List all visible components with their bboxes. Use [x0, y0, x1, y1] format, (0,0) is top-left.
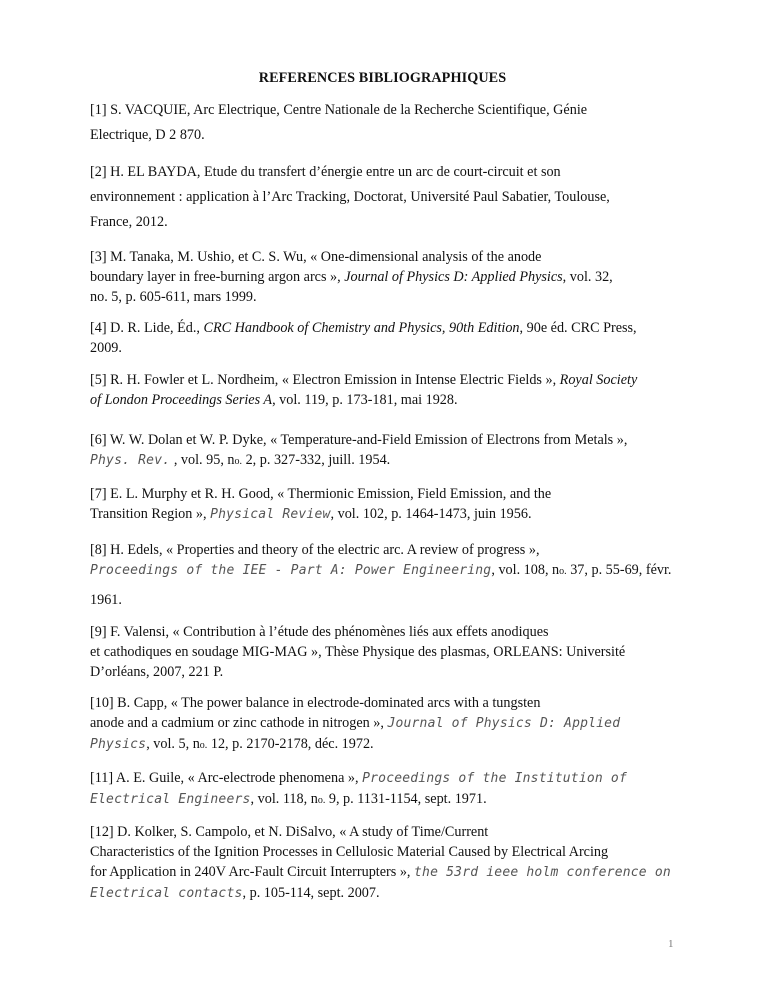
reference-2-line-1: [2] H. EL BAYDA, Etude du transfert d’énergie entre un arc de court-circuit et son [90, 164, 561, 180]
reference-12-details: , p. 105-114, sept. 2007. [242, 885, 380, 901]
reference-10-line-3 [90, 734, 690, 756]
reference-3-line-1: [3] M. Tanaka, M. Ushio, et C. S. Wu, « One-dimensional analysis of the anode [90, 249, 542, 265]
reference-8-journal: Proceedings of the IEE - Part A: Power Engineering [90, 563, 492, 578]
reference-7-line-1: [7] E. L. Murphy et R. H. Good, « Thermionic Emission, Field Emission, and the [90, 486, 552, 502]
reference-10-details-a: , vol. 5, n [146, 736, 200, 752]
reference-9-line-1: [9] F. Valensi, « Contribution à l’étude des phénomènes liés aux effets anodiques [90, 624, 549, 640]
reference-12-line-1: [12] D. Kolker, S. Campolo, et N. DiSalvo, « A study of Time/Current [90, 824, 489, 840]
reference-8-line-2 [90, 560, 690, 582]
reference-12-text: for Application in 240V Arc-Fault Circuit Interrupters », [90, 864, 415, 880]
reference-5-details: , vol. 119, p. 173-181, mai 1928. [272, 392, 458, 408]
reference-12 [90, 822, 690, 904]
reference-10-line-1: [10] B. Capp, « The power balance in electrode-dominated arcs with a tungsten [90, 695, 541, 711]
reference-11-details-a: , vol. 118, n [250, 791, 318, 807]
reference-4-details: , 90e éd. CRC Press, [519, 320, 637, 336]
reference-10-number-abbr: o. [199, 740, 208, 751]
reference-12-line-4 [90, 883, 690, 904]
reference-8-line-1: [8] H. Edels, « Properties and theory of the electric arc. A review of progress », [90, 542, 540, 558]
reference-5-line-1 [90, 370, 690, 390]
reference-11-number-abbr: o. [317, 795, 326, 806]
reference-4-text: [4] D. R. Lide, Éd., [90, 320, 204, 336]
reference-5-journal-part-1: Royal Society [559, 372, 638, 388]
reference-8-details-b: 37, p. 55-69, févr. [566, 562, 672, 578]
reference-10-journal-part-1: Journal of Physics D: Applied [387, 716, 621, 731]
page-title: REFERENCES BIBLIOGRAPHIQUES [258, 70, 507, 86]
reference-3 [90, 247, 690, 307]
reference-8 [90, 540, 690, 610]
reference-1 [90, 98, 690, 148]
reference-3-details: , vol. 32, [562, 269, 613, 285]
reference-10-text: anode and a cadmium or zinc cathode in nitrogen », [90, 715, 388, 731]
reference-3-text: boundary layer in free-burning argon arcs », [90, 269, 345, 285]
reference-11-line-1 [90, 768, 690, 789]
reference-9 [90, 622, 690, 682]
reference-5-text: [5] R. H. Fowler et L. Nordheim, « Electron Emission in Intense Electric Fields », [90, 372, 560, 388]
page-number: 1 [668, 938, 674, 950]
reference-3-journal: Journal of Physics D: Applied Physics [344, 269, 563, 285]
reference-8-number-abbr: o. [559, 566, 567, 577]
reference-4-line-1 [90, 318, 690, 338]
reference-12-conference-part-1: the 53rd ieee holm conference on [414, 865, 671, 880]
reference-2-line-2: environnement : application à l’Arc Tracking, Doctorat, Université Paul Sabatier, Toulouse, [90, 189, 610, 205]
reference-11-text: [11] A. E. Guile, « Arc-electrode phenomena », [90, 770, 363, 786]
reference-12-line-2: Characteristics of the Ignition Processes in Cellulosic Material Caused by Electrical Arcing [90, 844, 609, 860]
reference-11-journal-part-1: Proceedings of the Institution of [362, 771, 627, 786]
reference-11-line-2 [90, 789, 690, 811]
reference-7-line-2 [90, 504, 690, 525]
reference-7-details: , vol. 102, p. 1464-1473, juin 1956. [330, 506, 532, 522]
reference-6-details-b: 2, p. 327-332, juill. 1954. [242, 452, 391, 468]
reference-7 [90, 484, 690, 525]
reference-3-line-3: no. 5, p. 605-611, mars 1999. [90, 289, 257, 305]
reference-10-details-b: 12, p. 2170-2178, déc. 1972. [207, 736, 374, 752]
reference-5-journal-part-2: of London Proceedings Series A [90, 392, 273, 408]
reference-6-line-1: [6] W. W. Dolan et W. P. Dyke, « Temperature-and-Field Emission of Electrons from Metals », [90, 432, 628, 448]
reference-11-journal-part-2: Electrical Engineers [90, 792, 251, 807]
reference-2-line-3: France, 2012. [90, 214, 168, 230]
reference-1-line-2: Electrique, D 2 870. [90, 127, 205, 143]
reference-1-line-1: [1] S. VACQUIE, Arc Electrique, Centre Nationale de la Recherche Scientifique, Génie [90, 102, 588, 118]
reference-6-journal: Phys. Rev. [90, 453, 171, 468]
reference-8-line-3: 1961. [90, 592, 122, 608]
reference-5-line-2 [90, 390, 690, 410]
reference-4-line-2: 2009. [90, 340, 122, 356]
reference-11-details-b: 9, p. 1131-1154, sept. 1971. [325, 791, 487, 807]
reference-10-journal-part-2: Physics [90, 737, 147, 752]
reference-6 [90, 430, 690, 472]
reference-10-line-2 [90, 713, 690, 734]
reference-11 [90, 768, 690, 811]
reference-4-book: CRC Handbook of Chemistry and Physics, 90th Edition [203, 320, 520, 336]
reference-7-journal: Physical Review [210, 507, 331, 522]
reference-10 [90, 693, 690, 756]
reference-9-line-2: et cathodiques en soudage MIG-MAG », Thèse Physique des plasmas, ORLEANS: Université [90, 644, 626, 660]
reference-7-text: Transition Region », [90, 506, 211, 522]
reference-12-conference-part-2: Electrical contacts [90, 886, 243, 901]
reference-5 [90, 370, 690, 410]
reference-4 [90, 318, 690, 358]
reference-3-line-2 [90, 267, 690, 287]
reference-8-details-a: , vol. 108, n [491, 562, 560, 578]
reference-6-number-abbr: o. [234, 456, 243, 467]
reference-6-details-a: , vol. 95, n [170, 452, 235, 468]
reference-2 [90, 160, 690, 235]
reference-12-line-3 [90, 862, 690, 883]
reference-6-line-2 [90, 450, 690, 472]
reference-9-line-3: D’orléans, 2007, 221 P. [90, 664, 224, 680]
